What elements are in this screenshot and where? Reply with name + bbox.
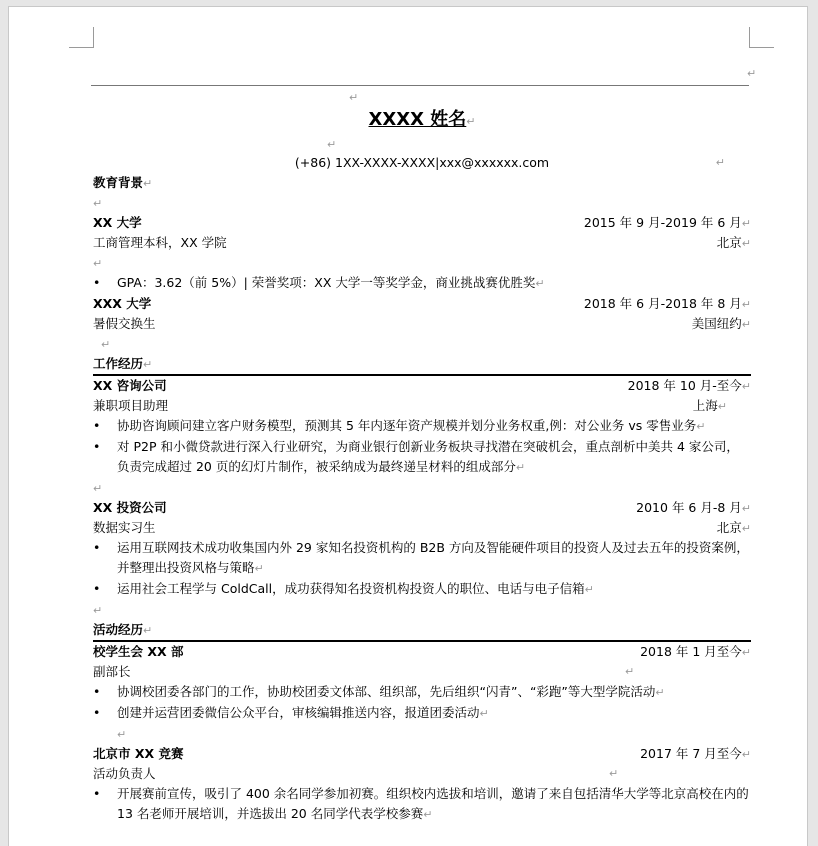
paragraph-mark-icon: ↵ xyxy=(93,257,103,270)
bullet-text[interactable]: 协调校团委各部门的工作，协助校团委文体部、组织部，先后组织“闪青”、“彩跑”等大型学院活动 xyxy=(117,684,656,699)
paragraph-mark-icon: ↵ xyxy=(741,502,751,515)
entry-org[interactable]: XXX 大学 xyxy=(93,296,152,311)
paragraph-mark-icon: ↵ xyxy=(741,217,751,230)
entry-date-wrap xyxy=(640,642,751,663)
entry-header-row xyxy=(93,376,751,396)
bullet-text[interactable]: 创建并运营团委微信公众平台，审核编辑推送内容，报道团委活动 xyxy=(117,705,480,720)
entry-org[interactable]: 北京市 XX 竞赛 xyxy=(93,746,184,761)
blank-line xyxy=(93,600,751,620)
entry-header-row xyxy=(93,294,751,314)
paragraph-mark-icon: ↵ xyxy=(741,748,751,761)
entry-date[interactable]: 2017 年 7 月至今 xyxy=(640,746,742,761)
paragraph-mark-icon: ↵ xyxy=(696,420,706,433)
entry-org[interactable]: XX 大学 xyxy=(93,215,142,230)
contact-info[interactable]: (+86) 1XX-XXXX-XXXX|xxx@xxxxxx.com xyxy=(294,155,550,170)
entry-header-row xyxy=(93,498,751,518)
paragraph-mark-icon: ↵ xyxy=(254,562,264,575)
list-item xyxy=(93,784,751,825)
entry-date[interactable]: 2018 年 1 月至今 xyxy=(640,644,742,659)
contact-row xyxy=(93,153,751,173)
blank-line xyxy=(93,334,751,354)
section-title[interactable]: 活动经历 xyxy=(93,622,144,637)
section-heading-education xyxy=(93,173,751,193)
blank-line xyxy=(93,253,751,273)
crop-mark-top-right xyxy=(749,27,774,48)
entry-role[interactable]: 数据实习生 xyxy=(93,520,156,535)
paragraph-mark-icon: ↵ xyxy=(584,583,594,596)
section-title[interactable]: 教育背景 xyxy=(93,175,144,190)
entry-location[interactable]: 北京 xyxy=(716,235,742,250)
resume-name[interactable]: XXXX 姓名 xyxy=(368,109,467,130)
entry-role[interactable]: 兼职项目助理 xyxy=(93,398,169,413)
entry-location-wrap xyxy=(693,396,727,417)
entry-date-wrap xyxy=(584,213,751,234)
paragraph-mark-icon: ↵ xyxy=(93,604,103,617)
paragraph-mark-icon: ↵ xyxy=(423,808,433,821)
blank-line xyxy=(93,478,751,498)
paragraph-mark-icon: ↵ xyxy=(741,237,751,250)
paragraph-mark-icon: ↵ xyxy=(515,461,526,474)
entry-date[interactable]: 2015 年 9 月-2019 年 6 月 xyxy=(583,215,742,230)
bullet-text[interactable]: 对 P2P 和小微贷款进行深入行业研究，为商业银行创新业务板块寻找潜在突破机会，重点剖析中美共 4 家公司，负责完成超过 20 页的幻灯片制作，被采纳成为最终递呈材料的组成部分 xyxy=(117,439,739,474)
entry-role-row xyxy=(93,396,751,416)
list-item xyxy=(93,682,751,703)
paragraph-mark-icon: ↵ xyxy=(715,156,725,169)
bullet-text[interactable]: 运用互联网技术成功收集国内外 29 家知名投资机构的 B2B 方向及智能硬件项目的投资人及过去五年的投资案例，并整理出投资风格与策略 xyxy=(117,540,749,575)
paragraph-mark-icon: ↵ xyxy=(466,115,476,128)
bullet-icon: • xyxy=(93,786,101,801)
paragraph-mark-icon: ↵ xyxy=(609,767,619,780)
entry-role-row xyxy=(93,233,751,253)
paragraph-mark-icon: ↵ xyxy=(349,91,359,104)
entry-role-row xyxy=(93,314,751,334)
paragraph-mark-icon: ↵ xyxy=(93,197,103,210)
paragraph-mark-icon: ↵ xyxy=(741,522,751,535)
entry-org[interactable]: 校学生会 XX 部 xyxy=(93,644,184,659)
blank-line xyxy=(93,135,751,153)
header-divider xyxy=(91,85,749,86)
paragraph-mark-icon: ↵ xyxy=(741,318,751,331)
entry-date-wrap xyxy=(636,498,751,519)
paragraph-mark-icon: ↵ xyxy=(101,338,111,351)
paragraph-mark-icon: ↵ xyxy=(117,728,127,741)
entry-role-row xyxy=(93,764,751,784)
paragraph-mark-icon: ↵ xyxy=(741,298,751,311)
entry-header-row xyxy=(93,744,751,764)
paragraph-mark-icon: ↵ xyxy=(625,665,635,678)
paragraph-mark-icon: ↵ xyxy=(143,358,153,371)
bullet-icon: • xyxy=(93,540,101,555)
section-heading-work xyxy=(93,354,751,376)
list-item xyxy=(93,273,751,294)
bullet-icon: • xyxy=(93,705,101,720)
entry-org[interactable]: XX 咨询公司 xyxy=(93,378,167,393)
paragraph-mark-icon: ↵ xyxy=(479,707,489,720)
bullet-icon: • xyxy=(93,418,101,433)
entry-location[interactable]: 美国纽约 xyxy=(691,316,742,331)
paragraph-mark-icon: ↵ xyxy=(143,624,153,637)
entry-location-wrap xyxy=(717,233,751,254)
list-item xyxy=(93,579,751,600)
entry-role-row xyxy=(93,662,751,682)
entry-date-wrap xyxy=(584,294,751,315)
bullet-text[interactable]: 协助咨询顾问建立客户财务模型，预测其 5 年内逐年资产规模并划分业务权重,例：对公业务 vs 零售业务 xyxy=(117,418,697,433)
bullet-icon: • xyxy=(93,439,101,454)
entry-role[interactable]: 暑假交换生 xyxy=(93,316,156,331)
name-heading-row xyxy=(93,105,751,135)
paragraph-mark-icon: ↵ xyxy=(93,482,103,495)
section-title[interactable]: 工作经历 xyxy=(93,356,144,371)
crop-mark-top-left xyxy=(69,27,94,48)
paragraph-mark-icon: ↵ xyxy=(717,400,727,413)
paragraph-mark-icon: ↵ xyxy=(741,380,751,393)
entry-date[interactable]: 2018 年 10 月-至今 xyxy=(627,378,742,393)
resume-body xyxy=(93,91,751,825)
bullet-icon: • xyxy=(93,275,101,290)
bullet-text[interactable]: 开展赛前宣传，吸引了 400 余名同学参加初赛。组织校内选拔和培训，邀请了来自包括清华大学等北京高校在内的 13 名老师开展培训，并选拔出 20 名同学代表学校参赛 xyxy=(117,786,749,821)
entry-header-row xyxy=(93,642,751,662)
entry-role[interactable]: 工商管理本科，XX 学院 xyxy=(93,235,227,250)
entry-date[interactable]: 2018 年 6 月-2018 年 8 月 xyxy=(583,296,742,311)
entry-role[interactable]: 活动负责人 xyxy=(93,766,156,781)
entry-location[interactable]: 北京 xyxy=(716,520,742,535)
entry-role-row xyxy=(93,518,751,538)
list-item xyxy=(93,538,751,579)
entry-location[interactable]: 上海 xyxy=(692,398,718,413)
document-page xyxy=(8,6,808,846)
list-item xyxy=(93,437,751,478)
entry-location-wrap xyxy=(692,314,751,335)
paragraph-mark-icon: ↵ xyxy=(327,138,337,151)
entry-date-wrap xyxy=(640,744,751,765)
entry-role[interactable]: 副部长 xyxy=(93,664,131,679)
blank-line xyxy=(93,724,751,744)
paragraph-mark-icon: ↵ xyxy=(143,177,153,190)
entry-date[interactable]: 2010 年 6 月-8 月 xyxy=(636,500,742,515)
blank-line xyxy=(93,193,751,213)
section-heading-activities xyxy=(93,620,751,642)
list-item xyxy=(93,703,751,724)
bullet-text[interactable]: GPA：3.62（前 5%）| 荣誉奖项：XX 大学一等奖学金，商业挑战赛优胜奖 xyxy=(117,275,536,290)
entry-date-wrap xyxy=(628,376,751,397)
bullet-icon: • xyxy=(93,684,101,699)
entry-header-row xyxy=(93,213,751,233)
bullet-text[interactable]: 运用社会工程学与 ColdCall，成功获得知名投资机构投资人的职位、电话与电子信箱 xyxy=(117,581,585,596)
bullet-icon: • xyxy=(93,581,101,596)
list-item xyxy=(93,416,751,437)
paragraph-mark-icon: ↵ xyxy=(741,646,751,659)
entry-location-wrap xyxy=(717,518,751,539)
paragraph-mark-icon: ↵ xyxy=(655,686,665,699)
paragraph-mark-icon: ↵ xyxy=(535,277,545,290)
entry-org[interactable]: XX 投资公司 xyxy=(93,500,167,515)
paragraph-mark-icon: ↵ xyxy=(747,67,757,80)
